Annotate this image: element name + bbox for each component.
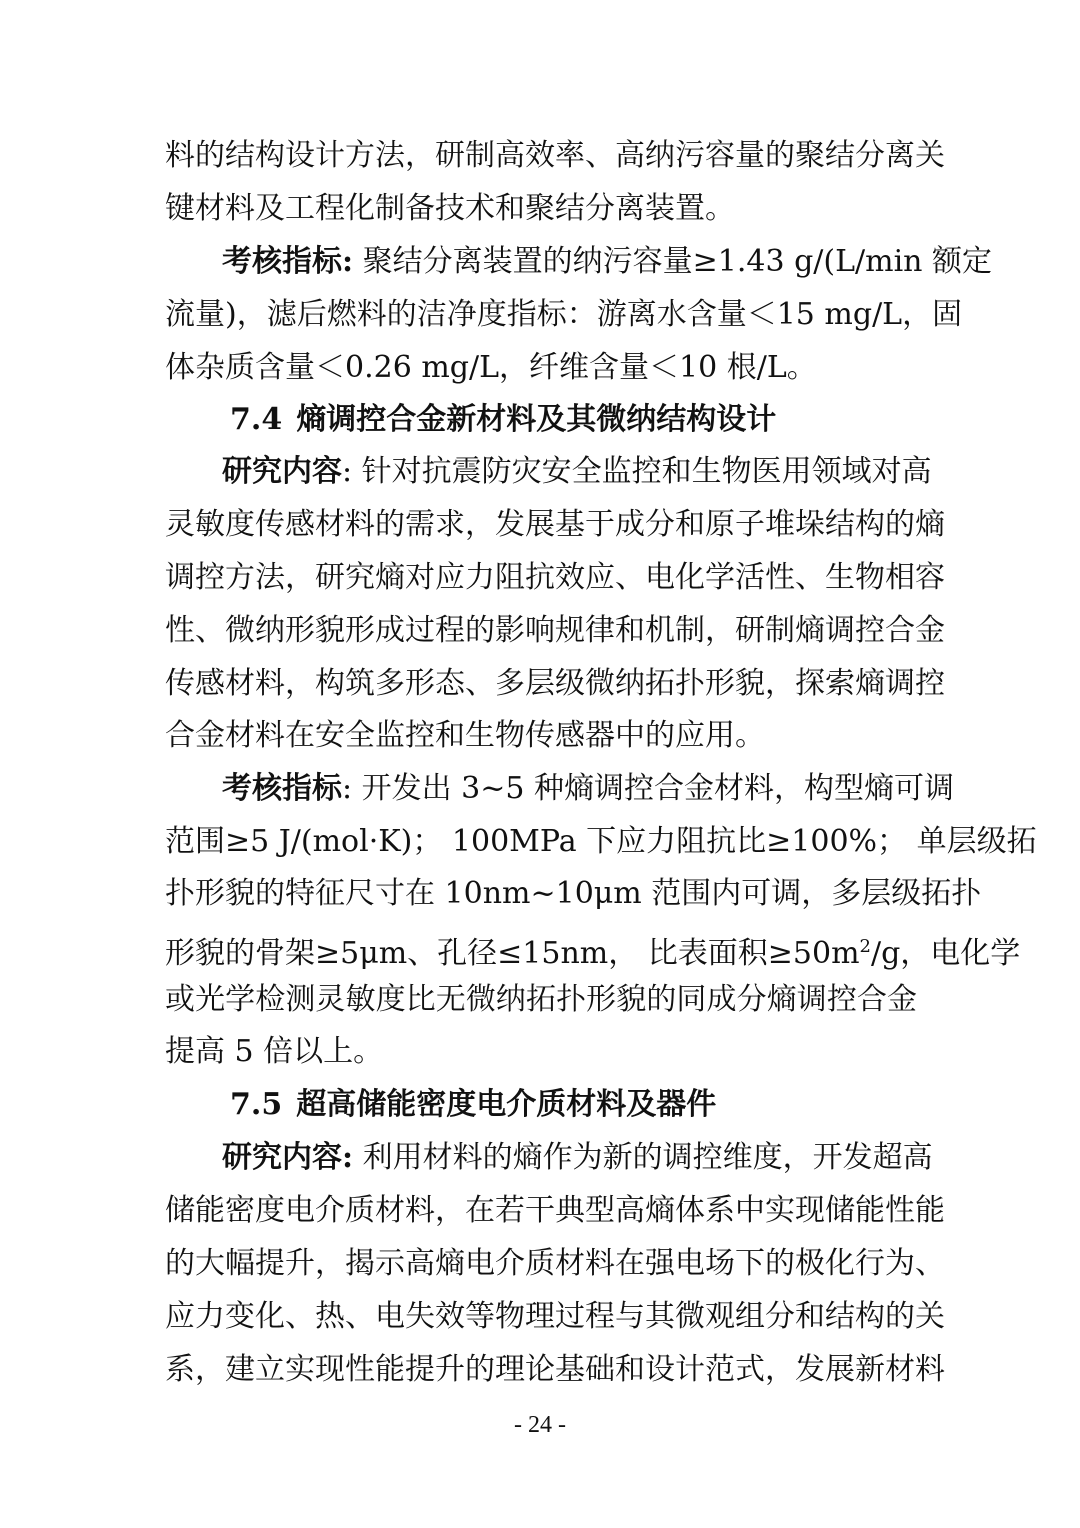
superscript: 2 [859,936,871,957]
paragraph-line: 或光学检测灵敏度比无微纳拓扑形貌的同成分熵调控合金 [165,982,917,1017]
assessment-paragraph-line [222,242,993,282]
paragraph-text: /g，电化学 [871,936,1021,971]
paragraph-line: 范围≥5 J/(mol·K)； 100MPa 下应力阻抗比≥100%； 单层级拓 [165,824,1037,859]
assessment-label: 考核指标 [222,771,342,806]
section-title: 超高储能密度电介质材料及器件 [296,1087,717,1122]
section-heading-7-5 [230,1085,716,1125]
paragraph-line [165,927,1021,974]
section-number: 7.5 [230,1087,283,1122]
paragraph-line: 传感材料，构筑多形态、多层级微纳拓扑形貌，探索熵调控 [165,666,945,701]
paragraph-line: 调控方法，研究熵对应力阻抗效应、电化学活性、生物相容 [165,560,945,595]
paragraph-line: 扑形貌的特征尺寸在 10nm~10μm 范围内可调，多层级拓扑 [165,876,982,911]
page-number: - 24 - [514,1412,566,1438]
paragraph-line: 流量)，滤后燃料的洁净度指标：游离水含量＜15 mg/L，固 [165,297,963,332]
paragraph-line: 灵敏度传感材料的需求，发展基于成分和原子堆垛结构的熵 [165,507,945,542]
research-paragraph-line [222,452,932,492]
paragraph-line: 的大幅提升，揭示高熵电介质材料在强电场下的极化行为、 [165,1246,945,1281]
section-number: 7.4 [230,402,283,437]
paragraph-text: : 针对抗震防灾安全监控和生物医用领域对高 [342,454,932,489]
paragraph-text: : 开发出 3~5 种熵调控合金材料，构型熵可调 [342,771,955,806]
assessment-paragraph-line [222,769,955,809]
paragraph-line: 料的结构设计方法，研制高效率、高纳污容量的聚结分离关 [165,138,945,173]
research-paragraph-line [222,1138,933,1178]
research-label: 研究内容: [222,1140,354,1175]
paragraph-line: 体杂质含量＜0.26 mg/L，纤维含量＜10 根/L。 [165,350,817,385]
assessment-label: 考核指标: [222,244,354,279]
paragraph-text: 利用材料的熵作为新的调控维度，开发超高 [353,1140,933,1175]
research-label: 研究内容 [222,454,342,489]
paragraph-text: 聚结分离装置的纳污容量≥1.43 g/(L/min 额定 [353,244,993,279]
paragraph-line: 合金材料在安全监控和生物传感器中的应用。 [165,718,765,753]
section-heading-7-4 [230,400,776,440]
paragraph-line: 键材料及工程化制备技术和聚结分离装置。 [165,191,735,226]
paragraph-line: 应力变化、热、电失效等物理过程与其微观组分和结构的关 [165,1299,945,1334]
paragraph-line: 系，建立实现性能提升的理论基础和设计范式，发展新材料 [165,1352,945,1387]
paragraph-text: 形貌的骨架≥5μm、孔径≤15nm， 比表面积≥50m [165,936,860,971]
paragraph-line: 储能密度电介质材料，在若干典型高熵体系中实现储能性能 [165,1193,945,1228]
paragraph-line: 性、微纳形貌形成过程的影响规律和机制，研制熵调控合金 [165,613,945,648]
paragraph-line: 提高 5 倍以上。 [165,1034,384,1069]
section-title: 熵调控合金新材料及其微纳结构设计 [296,402,777,437]
